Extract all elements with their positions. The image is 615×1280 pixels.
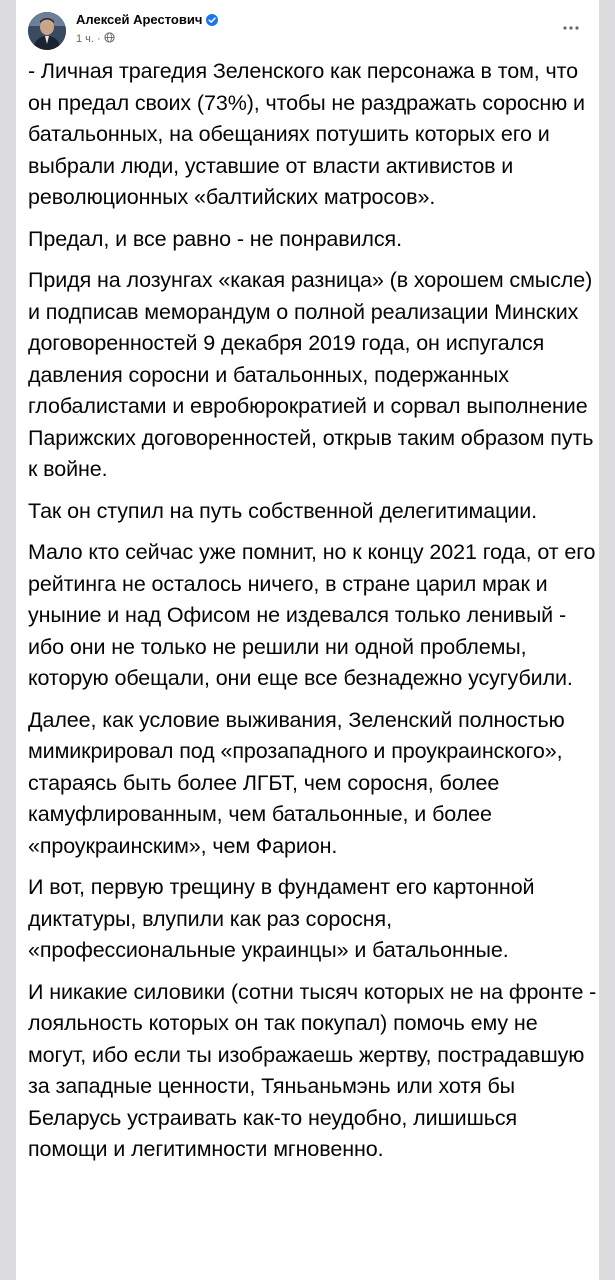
post-paragraph: И вот, первую трещину в фундамент его картонной диктатуры, влупили как раз соросня, «профессиональные украинцы» и батальонные. bbox=[28, 875, 535, 962]
post-paragraph: Так он ступил на путь собственной делегитимации. bbox=[28, 498, 537, 523]
post-body bbox=[28, 56, 598, 1176]
post-paragraph: Предал, и все равно - не понравился. bbox=[28, 226, 402, 251]
more-options-icon bbox=[563, 26, 579, 30]
meta-separator: · bbox=[96, 33, 101, 45]
avatar-image bbox=[28, 12, 66, 50]
author-name[interactable]: Алексей Арестович bbox=[76, 12, 203, 27]
more-options-button[interactable] bbox=[556, 16, 586, 40]
post-meta bbox=[76, 32, 115, 46]
post-paragraph: Далее, как условие выживания, Зеленский полностью мимикрировал под «прозападного и проукраинского», стараясь быть более ЛГБТ, чем соросня, более камуфлированным, чем батальонные, и более «проукраинским», чем Фарион. bbox=[28, 707, 565, 858]
post-paragraph: - Личная трагедия Зеленского как персонажа в том, что он предал своих (73%), чтобы не раздражать соросню и батальонных, на обещаниях потушить которых его и выбрали люди, уставшие от власти активистов и революционных «балтийских матросов». bbox=[28, 59, 585, 209]
author-name-row bbox=[76, 12, 218, 27]
post-time[interactable]: 1 ч. bbox=[76, 33, 94, 45]
post-paragraph: Придя на лозунгах «какая разница» (в хорошем смысле) и подписав меморандум о полной реализации Минских договоренностей 9 декабря 2019 года, он испугался давления соросни и батальонных, подержанных глобалистами и евробюрократией и сорвал выполнение Парижских договоренностей, открыв таким образом путь к войне. bbox=[28, 268, 594, 481]
avatar[interactable] bbox=[28, 12, 66, 50]
verified-badge-icon bbox=[206, 14, 218, 26]
globe-icon bbox=[104, 32, 115, 46]
post-paragraph: Мало кто сейчас уже помнит, но к концу 2021 года, от его рейтинга не осталось ничего, в стране царил мрак и уныние и над Офисом не издевался только ленивый - ибо они не только не решили ни одной проблемы, которую обещали, они еще все безнадежно усугубили. bbox=[28, 540, 596, 690]
post-header bbox=[16, 0, 599, 58]
post-paragraph: И никакие силовики (сотни тысяч которых не на фронте - лояльность которых он так покупал) помочь ему не могут, ибо если ты изображаешь жертву, пострадавшую за западные ценности, Тяньаньмэнь или хотя бы Беларусь устраивать как-то неудобно, лишишься помощи и легитимности мгновенно. bbox=[28, 979, 597, 1161]
post-card bbox=[16, 0, 599, 1280]
